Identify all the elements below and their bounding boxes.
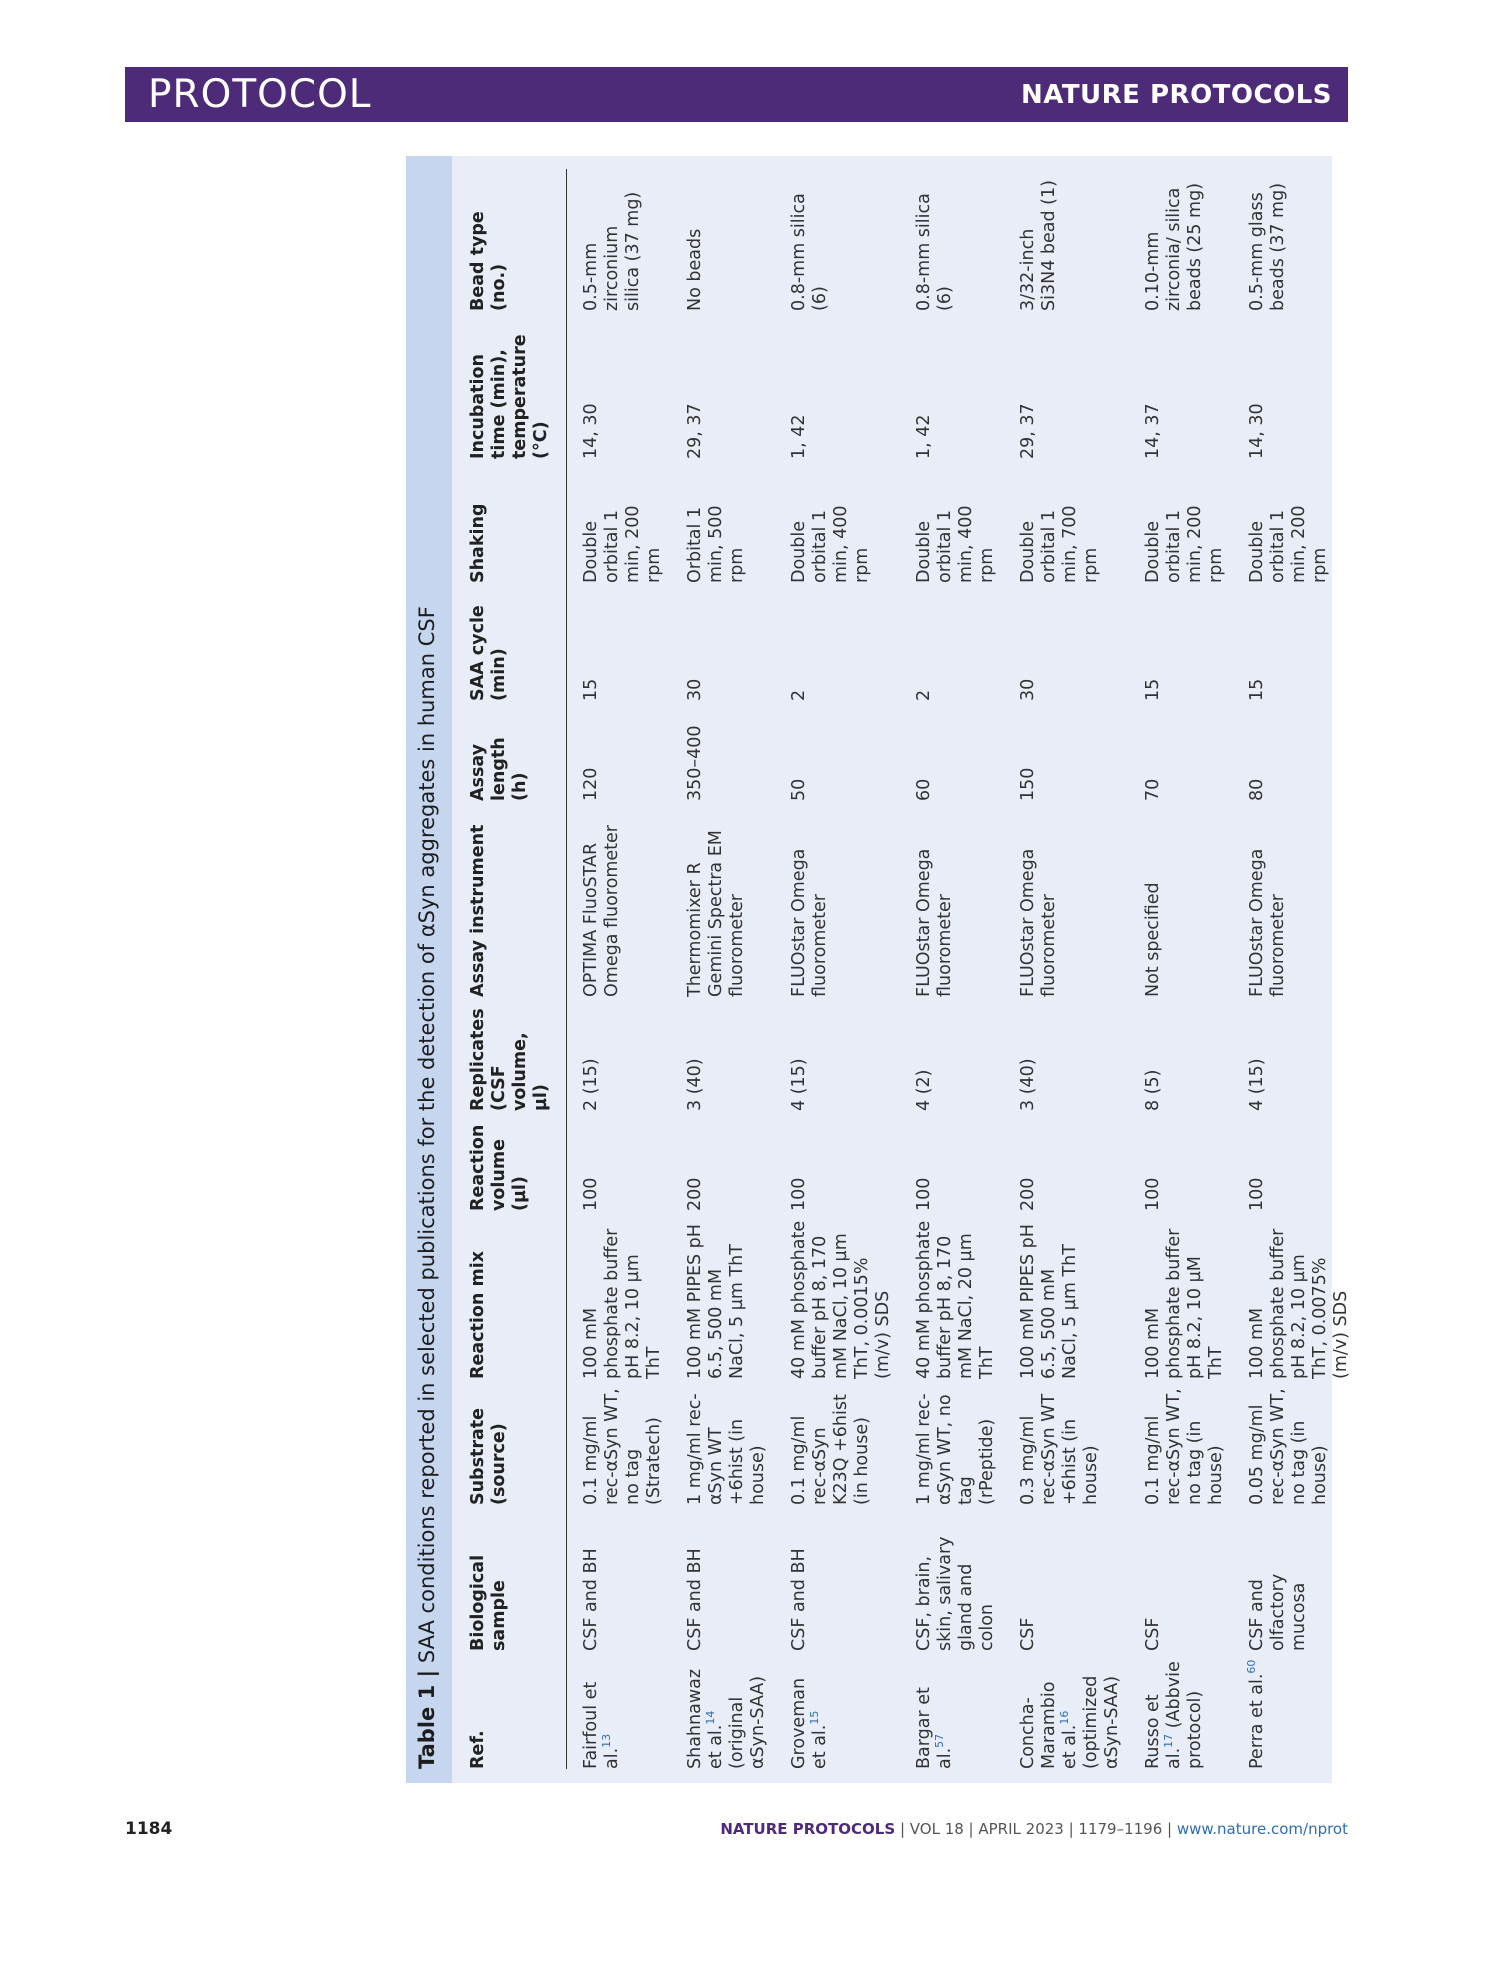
assay-instrument-cell: FLUOstar Omega fluorometer <box>1018 848 1059 997</box>
column-header: Biological sample <box>468 1505 567 1651</box>
saa-cycle-cell: 30 <box>685 678 705 701</box>
column-header: Reaction volume (µl) <box>468 1111 567 1211</box>
ref-citation-link[interactable]: 17 <box>1162 1733 1176 1748</box>
saa-cycle-cell: 2 <box>789 689 809 701</box>
ref-citation-link[interactable]: 13 <box>600 1733 614 1748</box>
footer-journal-name: NATURE PROTOCOLS <box>720 1820 896 1838</box>
reaction-volume-cell: 200 <box>1018 1177 1038 1211</box>
footer-citation <box>720 1820 1348 1838</box>
bead-type-cell: 3/32-inch Si3N4 bead (1) <box>1018 180 1059 311</box>
journal-url-link[interactable]: www.nature.com/nprot <box>1176 1820 1348 1838</box>
ref-authors: Fairfoul et al. <box>581 1681 622 1769</box>
bead-type-cell: 0.10-mm zirconia/ silica beads (25 mg) <box>1143 182 1205 311</box>
ref-cell <box>1129 1651 1233 1769</box>
reaction-mix-cell: 40 mM phosphate buffer pH 8, 170 mM NaCl, 10 µm ThT, 0.0015% (m/v) SDS <box>789 1220 893 1379</box>
reaction-mix-cell: 100 mM phosphate buffer pH 8.2, 10 µm ThT <box>581 1228 664 1379</box>
incubation-cell: 14, 30 <box>1247 403 1267 459</box>
ref-authors: Groveman et al. <box>789 1677 830 1769</box>
table-row <box>1233 169 1358 1769</box>
reaction-mix-cell: 40 mM phosphate buffer pH 8, 170 mM NaCl, 20 µm ThT <box>914 1220 997 1379</box>
table-row <box>671 169 775 1769</box>
ref-citation-link[interactable]: 15 <box>808 1710 822 1725</box>
caption-label: Table 1 | <box>415 1669 439 1769</box>
reaction-volume-cell: 100 <box>789 1177 809 1211</box>
biological-sample-cell: CSF and BH <box>685 1548 705 1651</box>
ref-cell <box>1233 1651 1358 1769</box>
incubation-cell: 14, 37 <box>1143 403 1163 459</box>
shaking-cell: Double orbital 1 min, 200 rpm <box>581 505 664 583</box>
biological-sample-cell: CSF and BH <box>581 1548 601 1651</box>
ref-cell <box>567 1651 672 1769</box>
saa-conditions-table <box>468 169 1358 1769</box>
table-row <box>900 169 1004 1769</box>
incubation-cell: 29, 37 <box>1018 403 1038 459</box>
assay-length-cell: 60 <box>914 778 934 801</box>
ref-authors: Russo et al. <box>1143 1694 1184 1769</box>
saa-cycle-cell: 15 <box>1143 678 1163 701</box>
reaction-mix-cell: 100 mM PIPES pH 6.5, 500 mM NaCl, 5 µm ThT <box>685 1224 747 1379</box>
biological-sample-cell: CSF <box>1143 1617 1163 1651</box>
replicates-cell: 8 (5) <box>1143 1069 1163 1111</box>
table-body <box>567 169 1359 1769</box>
bead-type-cell: 0.8-mm silica (6) <box>914 193 955 311</box>
substrate-cell: 1 mg/ml rec-αSyn WT, no tag (rPeptide) <box>914 1393 997 1505</box>
biological-sample-cell: CSF <box>1018 1617 1038 1651</box>
ref-authors: Bargar et al. <box>914 1687 955 1769</box>
saa-cycle-cell: 15 <box>1247 678 1267 701</box>
saa-cycle-cell: 2 <box>914 689 934 701</box>
column-header: Ref. <box>468 1651 567 1769</box>
page-number: 1184 <box>125 1819 173 1839</box>
header-bar <box>125 67 1348 122</box>
column-header: Replicates (CSF volume, µl) <box>468 997 567 1111</box>
replicates-cell: 3 (40) <box>1018 1058 1038 1111</box>
footer-issue: | VOL 18 | APRIL 2023 | 1179–1196 | <box>895 1820 1177 1838</box>
shaking-cell: Double orbital 1 min, 700 rpm <box>1018 505 1101 583</box>
biological-sample-cell: CSF and olfactory mucosa <box>1247 1573 1309 1651</box>
incubation-cell: 1, 42 <box>789 414 809 459</box>
column-header: Shaking <box>468 459 567 583</box>
section-label: PROTOCOL <box>148 72 372 117</box>
incubation-cell: 14, 30 <box>581 403 601 459</box>
table-caption <box>406 156 452 1783</box>
shaking-cell: Orbital 1 min, 500 rpm <box>685 505 747 583</box>
reaction-volume-cell: 100 <box>1247 1177 1267 1211</box>
reaction-mix-cell: 100 mM phosphate buffer pH 8.2, 10 µM ThT <box>1143 1228 1226 1379</box>
ref-citation-link[interactable]: 16 <box>1058 1710 1072 1725</box>
replicates-cell: 4 (15) <box>1247 1058 1267 1111</box>
reaction-mix-cell: 100 mM phosphate buffer pH 8.2, 10 µm ThT, 0.0075% (m/v) SDS <box>1247 1228 1351 1379</box>
ref-note: (Abbvie protocol) <box>1164 1661 1205 1769</box>
column-header: Reaction mix <box>468 1211 567 1379</box>
table-header-row <box>468 169 567 1769</box>
column-header: Substrate (source) <box>468 1379 567 1505</box>
reaction-volume-cell: 100 <box>1143 1177 1163 1211</box>
biological-sample-cell: CSF, brain, skin, salivary gland and colon <box>914 1536 997 1651</box>
reaction-mix-cell: 100 mM PIPES pH 6.5, 500 mM NaCl, 5 µm ThT <box>1018 1224 1080 1379</box>
bead-type-cell: No beads <box>685 228 705 311</box>
reaction-volume-cell: 100 <box>581 1177 601 1211</box>
substrate-cell: 0.1 mg/ml rec-αSyn K23Q +6hist (in house) <box>789 1394 872 1505</box>
substrate-cell: 0.1 mg/ml rec-αSyn WT, no tag (in house) <box>1143 1388 1226 1505</box>
substrate-cell: 0.3 mg/ml rec-αSyn WT +6hist (in house) <box>1018 1393 1101 1505</box>
ref-citation-link[interactable]: 57 <box>933 1733 947 1748</box>
bead-type-cell: 0.8-mm silica (6) <box>789 193 830 311</box>
replicates-cell: 4 (15) <box>789 1058 809 1111</box>
substrate-cell: 0.1 mg/ml rec-αSyn WT, no tag (Stratech) <box>581 1388 664 1505</box>
assay-instrument-cell: Thermomixer R Gemini Spectra EM fluorometer <box>685 830 747 997</box>
rotated-table-container <box>406 156 1351 1783</box>
ref-note: (optimized αSyn-SAA) <box>1081 1675 1122 1769</box>
ref-cell <box>900 1651 1004 1769</box>
caption-text: SAA conditions reported in selected publications for the detection of αSyn aggregates in human CSF <box>415 606 439 1670</box>
assay-instrument-cell: FLUOstar Omega fluorometer <box>1247 848 1288 997</box>
substrate-cell: 0.05 mg/ml rec-αSyn WT, no tag (in house) <box>1247 1388 1330 1505</box>
assay-instrument-cell: FLUOstar Omega fluorometer <box>789 848 830 997</box>
column-header: Assay length (h) <box>468 701 567 801</box>
table-row <box>1004 169 1129 1769</box>
assay-length-cell: 70 <box>1143 778 1163 801</box>
assay-length-cell: 50 <box>789 778 809 801</box>
substrate-cell: 1 mg/ml rec-αSyn WT +6hist (in house) <box>685 1393 768 1505</box>
table-row <box>1129 169 1233 1769</box>
ref-authors: Concha-Marambio et al. <box>1018 1681 1080 1769</box>
ref-citation-link[interactable]: 14 <box>704 1710 718 1725</box>
replicates-cell: 4 (2) <box>914 1069 934 1111</box>
shaking-cell: Double orbital 1 min, 400 rpm <box>789 505 872 583</box>
column-header: Bead type (no.) <box>468 169 567 311</box>
ref-note: (original αSyn-SAA) <box>727 1675 768 1769</box>
shaking-cell: Double orbital 1 min, 400 rpm <box>914 505 997 583</box>
shaking-cell: Double orbital 1 min, 200 rpm <box>1143 505 1226 583</box>
column-header: Assay instrument <box>468 801 567 997</box>
ref-cell <box>671 1651 775 1769</box>
saa-cycle-cell: 30 <box>1018 678 1038 701</box>
table-panel <box>406 156 1351 1783</box>
ref-cell <box>1004 1651 1129 1769</box>
journal-name: NATURE PROTOCOLS <box>1020 79 1332 110</box>
assay-length-cell: 350–400 <box>685 725 705 801</box>
replicates-cell: 2 (15) <box>581 1058 601 1111</box>
assay-instrument-cell: OPTIMA FluoSTAR Omega fluorometer <box>581 825 622 997</box>
ref-cell <box>775 1651 900 1769</box>
reaction-volume-cell: 200 <box>685 1177 705 1211</box>
assay-length-cell: 80 <box>1247 778 1267 801</box>
column-header: Incubation time (min), temperature (°C) <box>468 311 567 459</box>
saa-cycle-cell: 15 <box>581 678 601 701</box>
bead-type-cell: 0.5-mm glass beads (37 mg) <box>1247 182 1288 311</box>
table-row <box>775 169 900 1769</box>
assay-length-cell: 120 <box>581 767 601 801</box>
incubation-cell: 1, 42 <box>914 414 934 459</box>
ref-citation-link[interactable]: 60 <box>1245 1659 1259 1674</box>
ref-authors: Perra et al. <box>1247 1673 1267 1769</box>
assay-length-cell: 150 <box>1018 767 1038 801</box>
column-header: SAA cycle (min) <box>468 583 567 701</box>
ref-authors: Shahnawaz et al. <box>685 1668 726 1769</box>
incubation-cell: 29, 37 <box>685 403 705 459</box>
assay-instrument-cell: Not specified <box>1143 882 1163 997</box>
bead-type-cell: 0.5-mm zirconium silica (37 mg) <box>581 191 643 311</box>
reaction-volume-cell: 100 <box>914 1177 934 1211</box>
table-row <box>567 169 672 1769</box>
biological-sample-cell: CSF and BH <box>789 1548 809 1651</box>
shaking-cell: Double orbital 1 min, 200 rpm <box>1247 505 1330 583</box>
replicates-cell: 3 (40) <box>685 1058 705 1111</box>
assay-instrument-cell: FLUOstar Omega fluorometer <box>914 848 955 997</box>
